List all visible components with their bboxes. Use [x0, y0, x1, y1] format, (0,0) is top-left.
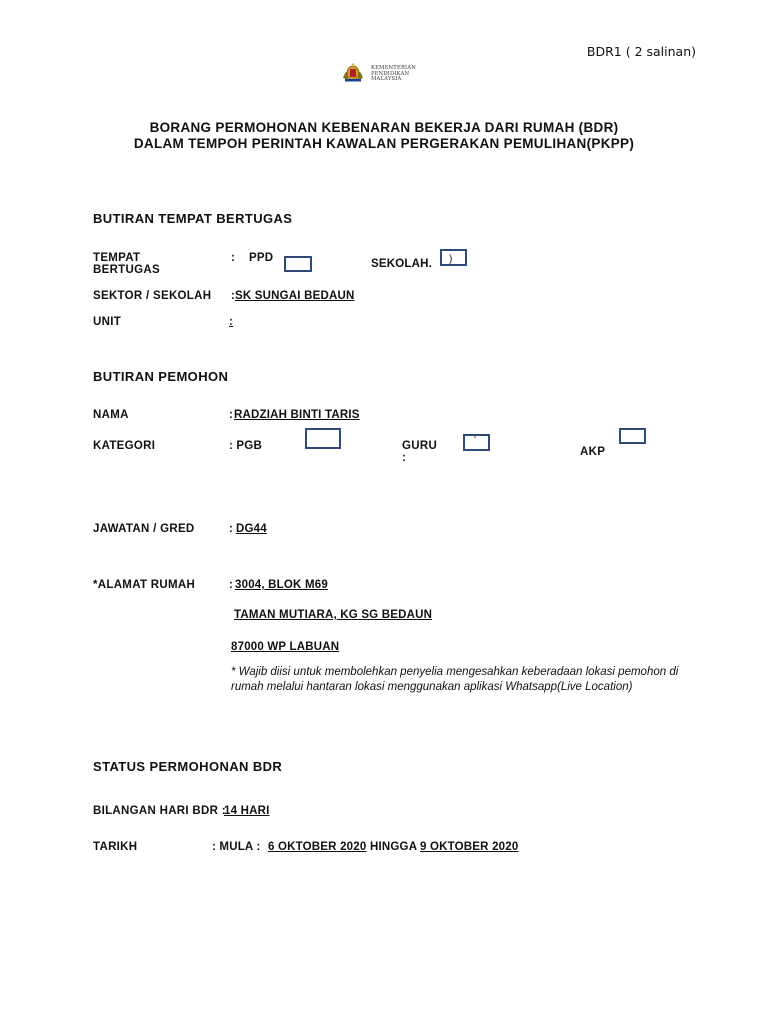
- bilangan-value: 14 HARI: [224, 805, 270, 817]
- unit-label: UNIT: [93, 316, 122, 328]
- mula-value: 6 OKTOBER 2020: [268, 841, 367, 853]
- akp-label: AKP: [580, 446, 606, 458]
- section-heading-pemohon: BUTIRAN PEMOHON: [93, 369, 229, 384]
- pgb-checkbox[interactable]: [305, 428, 341, 449]
- jawatan-label: JAWATAN / GRED: [93, 523, 195, 535]
- alamat-label: *ALAMAT RUMAH: [93, 579, 196, 591]
- coat-of-arms-icon: [340, 63, 366, 83]
- guru-label: GURU: [402, 440, 438, 452]
- sekolah-label: SEKOLAH.: [371, 258, 433, 270]
- tempat-label-line-2: BERTUGAS: [93, 264, 160, 276]
- sekolah-mark: ): [449, 254, 453, 265]
- document-reference: BDR1 ( 2 salinan): [586, 44, 696, 59]
- form-title-line-1: BORANG PERMOHONAN KEBENARAN BEKERJA DARI RUMAH (BDR): [149, 120, 619, 135]
- ppd-checkbox[interactable]: [284, 256, 312, 272]
- tarikh-label: TARIKH: [93, 841, 138, 853]
- alamat-line-3: 87000 WP LABUAN: [231, 641, 340, 653]
- form-title-line-2: DALAM TEMPOH PERINTAH KAWALAN PERGERAKAN PEMULIHAN(PKPP): [133, 136, 635, 151]
- ppd-label: PPD: [249, 252, 274, 264]
- alamat-note: * Wajib diisi untuk membolehkan penyelia mengesahkan keberadaan lokasi pemohon di rumah melalui hantaran lokasi menggunakan aplikasi Whatsapp(Live Location): [231, 666, 679, 693]
- section-heading-tempat-bertugas: BUTIRAN TEMPAT BERTUGAS: [93, 211, 293, 226]
- logo-line-1: KEMENTERIAN: [371, 65, 416, 71]
- logo-line-2: PENDIDIKAN: [371, 70, 410, 77]
- hingga-value: 9 OKTOBER 2020: [420, 841, 519, 853]
- section-heading-status: STATUS PERMOHONAN BDR: [93, 759, 283, 774]
- alamat-line-2: TAMAN MUTIARA, KG SG BEDAUN: [234, 609, 433, 621]
- tempat-label-line-1: TEMPAT: [93, 252, 141, 264]
- nama-colon: :: [229, 409, 234, 421]
- alamat-line-1: 3004, BLOK M69: [235, 579, 328, 591]
- guru-mark: ': [474, 435, 477, 446]
- sektor-label: SEKTOR / SEKOLAH: [93, 290, 212, 302]
- sektor-value: SK SUNGAI BEDAUN: [235, 290, 355, 302]
- jawatan-value: DG44: [236, 523, 267, 535]
- logo-line-3: MALAYSIA: [371, 76, 402, 83]
- tempat-colon: :: [231, 252, 236, 264]
- unit-value: :: [229, 316, 234, 328]
- nama-label: NAMA: [93, 409, 129, 421]
- ministry-logo: [340, 62, 430, 84]
- akp-checkbox[interactable]: [619, 428, 646, 444]
- sektor-colon: :: [231, 290, 236, 302]
- hingga-label: HINGGA: [370, 841, 418, 853]
- sekolah-checkbox[interactable]: [440, 249, 467, 266]
- kategori-label: KATEGORI: [93, 440, 156, 452]
- kategori-value: : PGB: [229, 440, 262, 452]
- bilangan-label: BILANGAN HARI BDR :: [93, 805, 226, 817]
- guru-colon: :: [402, 452, 407, 464]
- mula-label: : MULA :: [212, 841, 261, 853]
- alamat-colon: :: [229, 579, 234, 591]
- nama-value: RADZIAH BINTI TARIS: [234, 409, 360, 421]
- guru-checkbox[interactable]: [463, 434, 490, 451]
- jawatan-colon: :: [229, 523, 234, 535]
